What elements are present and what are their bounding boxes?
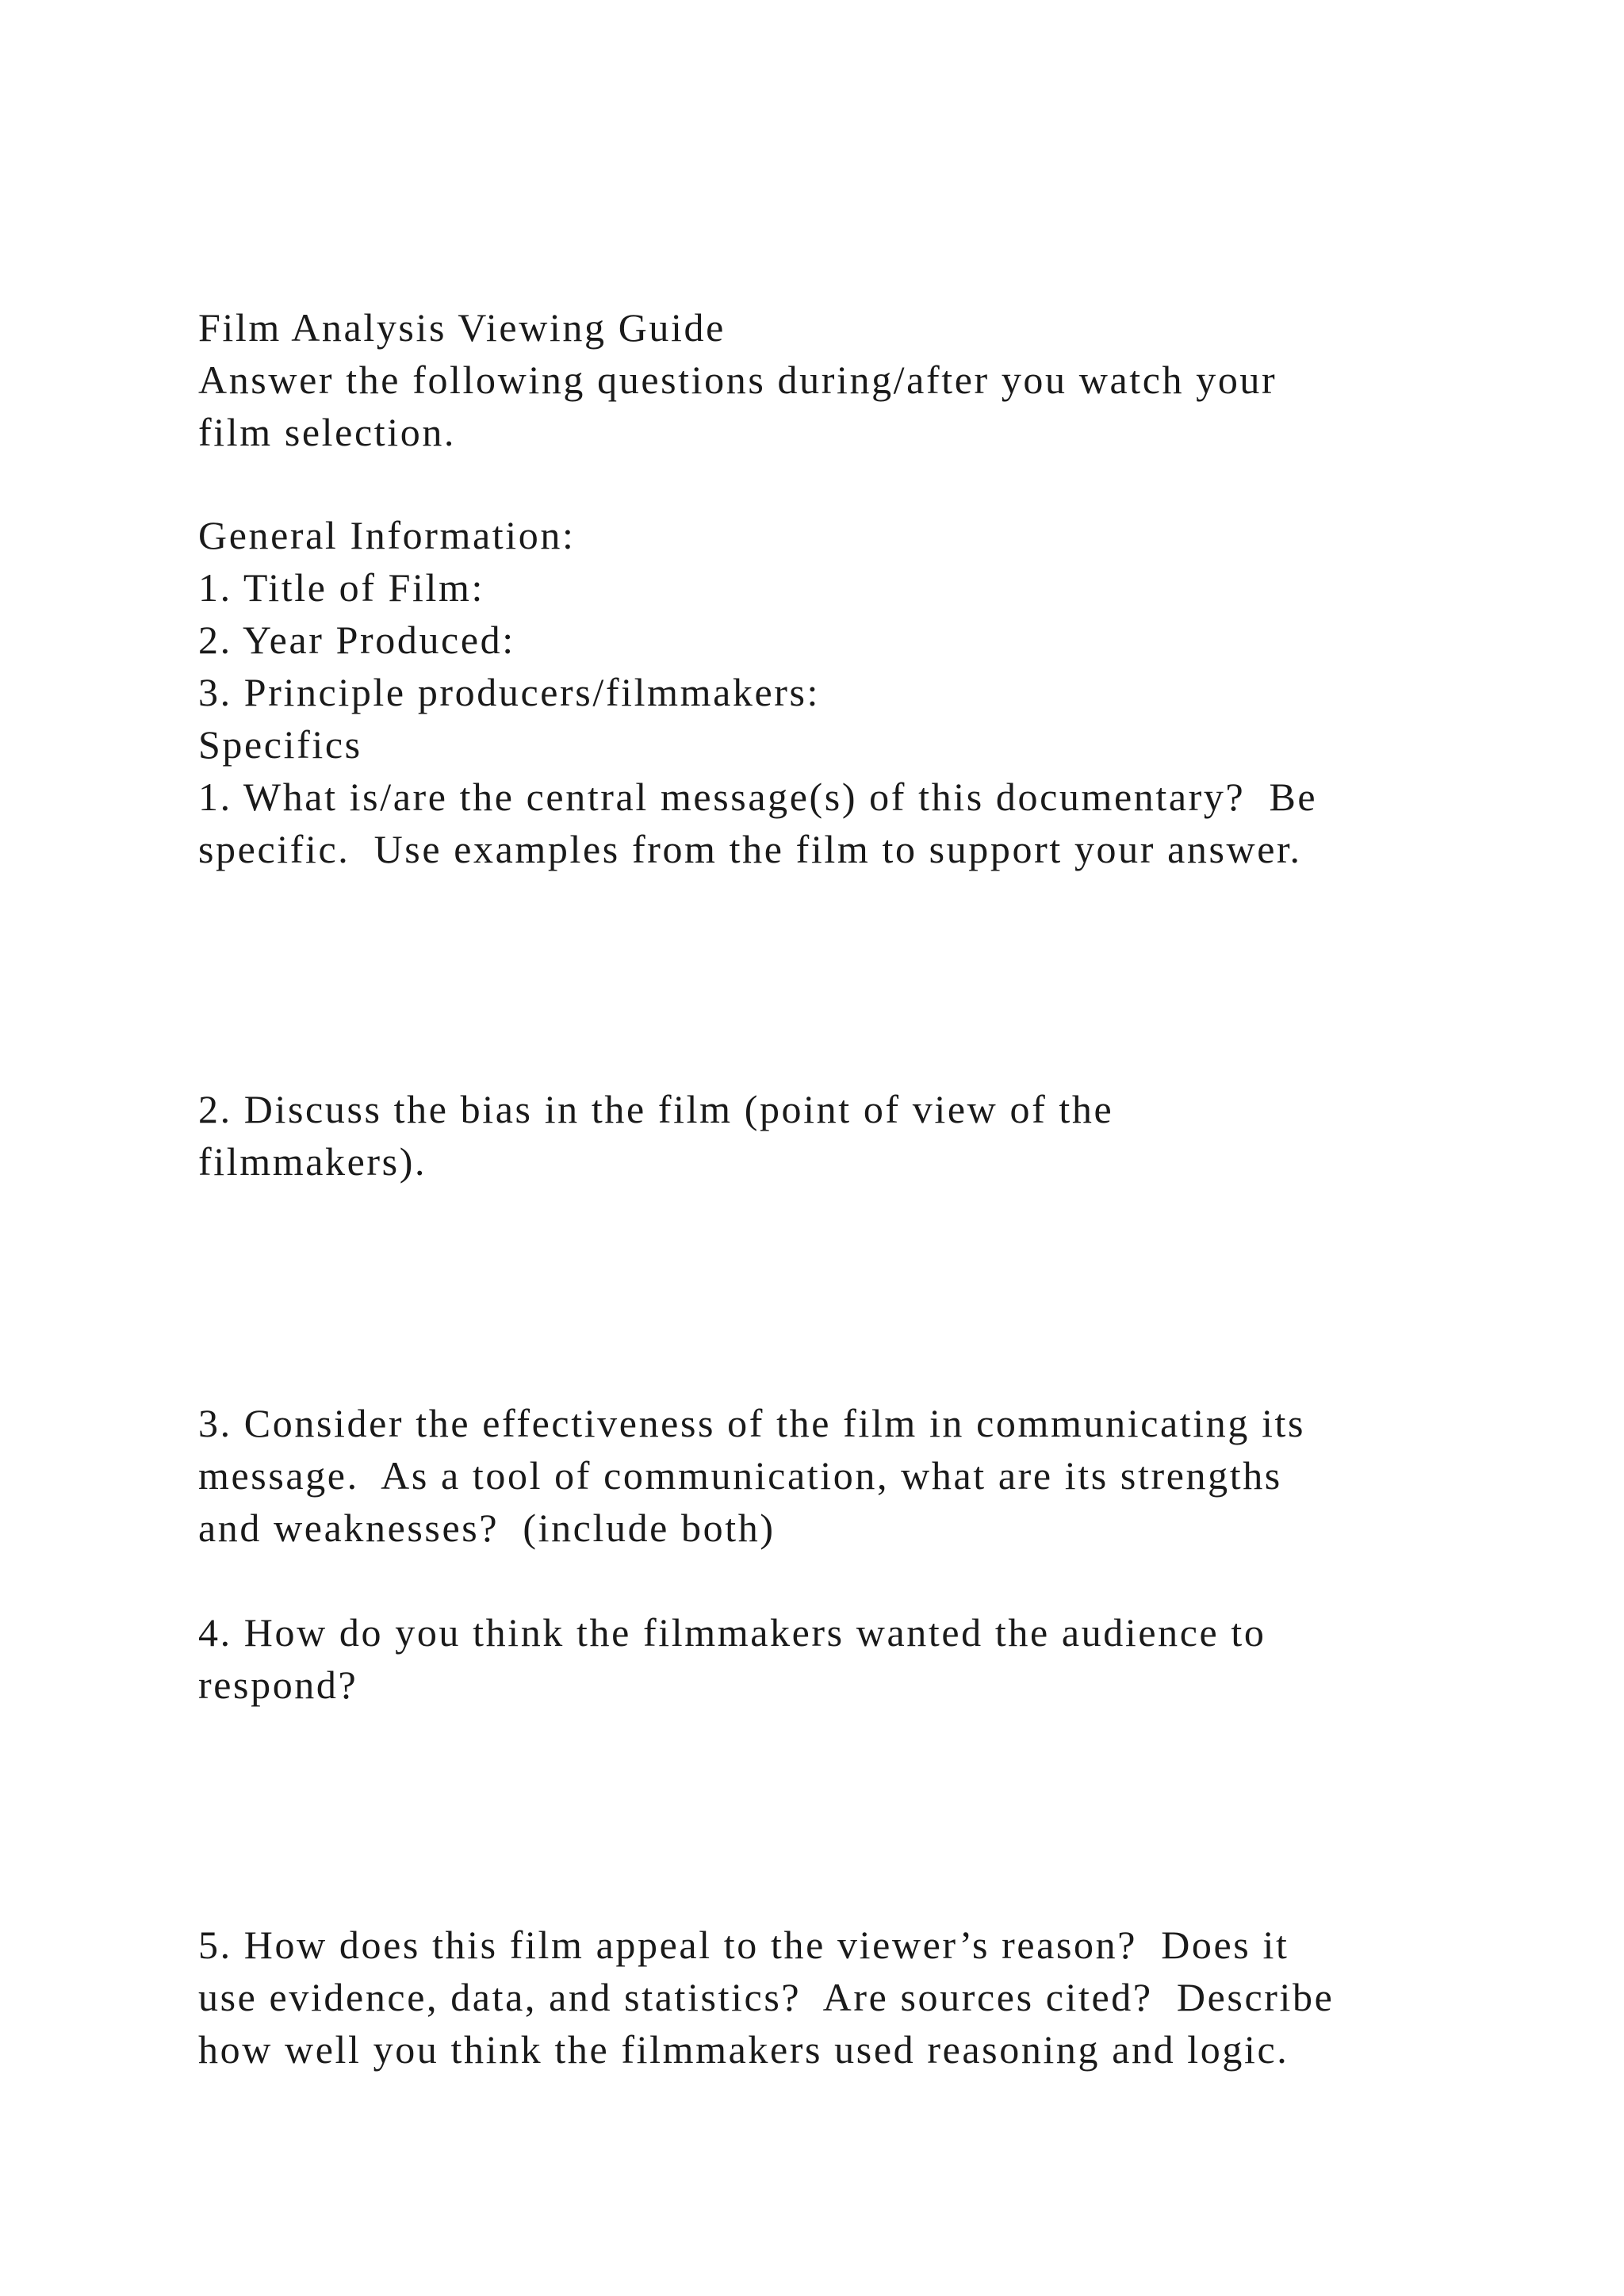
specifics-heading: Specifics [198,722,362,767]
general-info-item-title: 1. Title of Film: [198,565,485,610]
question-5-line-3: how well you think the filmmakers used reasoning and logic. [198,2027,1289,2072]
question-2-line-1: 2. Discuss the bias in the film (point of view of the [198,1087,1114,1131]
instructions-line-2: film selection. [198,410,457,454]
document-title: Film Analysis Viewing Guide [198,305,726,350]
question-4-line-1: 4. How do you think the filmmakers wanted the audience to [198,1610,1266,1655]
instructions-line-1: Answer the following questions during/after you watch your [198,358,1277,402]
question-3-line-3: and weaknesses? (include both) [198,1506,776,1550]
question-2-line-2: filmmakers). [198,1139,427,1184]
question-1-line-2: specific. Use examples from the film to support your answer. [198,827,1302,871]
general-info-item-producers: 3. Principle producers/filmmakers: [198,670,821,714]
question-1-line-1: 1. What is/are the central message(s) of this documentary? Be [198,775,1318,819]
general-info-item-year: 2. Year Produced: [198,618,515,662]
question-3-line-1: 3. Consider the effectiveness of the film in communicating its [198,1401,1306,1445]
question-4-line-2: respond? [198,1663,358,1707]
general-information-heading: General Information: [198,513,576,557]
question-3-line-2: message. As a tool of communication, what are its strengths [198,1453,1282,1498]
question-5-line-2: use evidence, data, and statistics? Are sources cited? Describe [198,1975,1335,2019]
question-5-line-1: 5. How does this film appeal to the viewer’s reason? Does it [198,1923,1289,1967]
